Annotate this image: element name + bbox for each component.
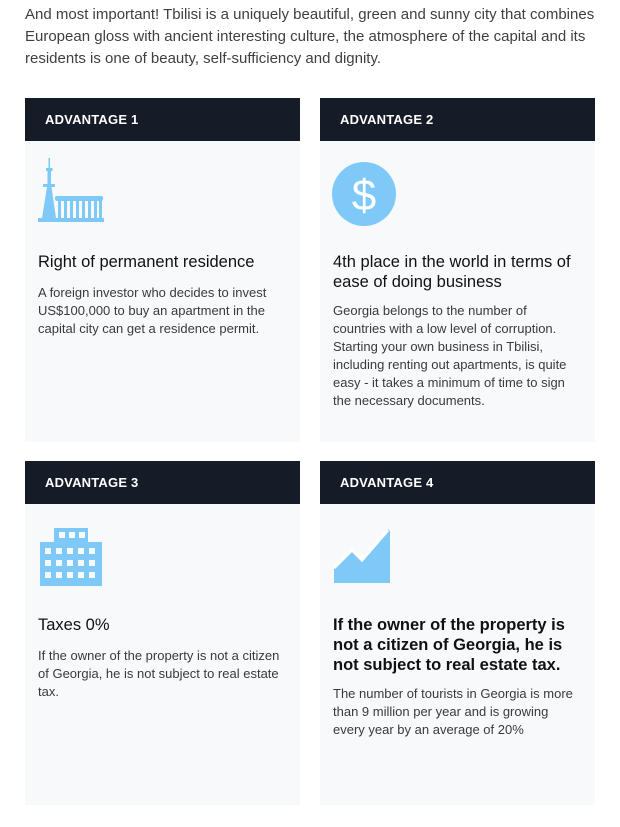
card-title: Taxes 0%: [38, 616, 110, 634]
card-header: ADVANTAGE 4: [320, 461, 595, 504]
card-title: If the owner of the property is not a citizen of Georgia, he is not subject to real estate tax.: [333, 616, 565, 674]
card-title: 4th place in the world in terms of ease of doing business: [333, 253, 571, 291]
advantage-card-2: [320, 98, 595, 442]
card-header: ADVANTAGE 2: [320, 98, 595, 141]
svg-text:$: $: [351, 171, 377, 220]
card-title: Right of permanent residence: [38, 253, 255, 271]
card-body: If the owner of the property is not a citizen of Georgia, he is not subject to real estate tax.: [38, 648, 280, 699]
card-body: Georgia belongs to the number of countries with a low level of corruption. Starting your own business in Tbilisi, including renting out apartments, is quite easy - it takes a minimum of time to sign the necessary documents.: [333, 303, 567, 408]
advantage-card-4: [320, 461, 595, 805]
growth-chart-icon: [330, 521, 402, 593]
card-body: A foreign investor who decides to invest US$100,000 to buy an apartment in the capital city can get a residence permit.: [38, 285, 267, 336]
office-building-icon: [35, 521, 107, 593]
card-header: ADVANTAGE 1: [25, 98, 300, 141]
intro-text: And most important! Tbilisi is a uniquely beautiful, green and sunny city that combines European gloss with ancient interesting culture, the atmosphere of the capital and its residents is one of beauty, self-sufficiency and dignity.: [25, 6, 595, 67]
tv-tower-colonnade-icon: [35, 158, 107, 230]
advantage-card-1: [25, 98, 300, 442]
card-body: The number of tourists in Georgia is more than 9 million per year and is growing every year by an average of 20%: [333, 686, 573, 737]
dollar-coin-icon: [330, 158, 402, 230]
advantage-card-3: [25, 461, 300, 805]
card-header: ADVANTAGE 3: [25, 461, 300, 504]
